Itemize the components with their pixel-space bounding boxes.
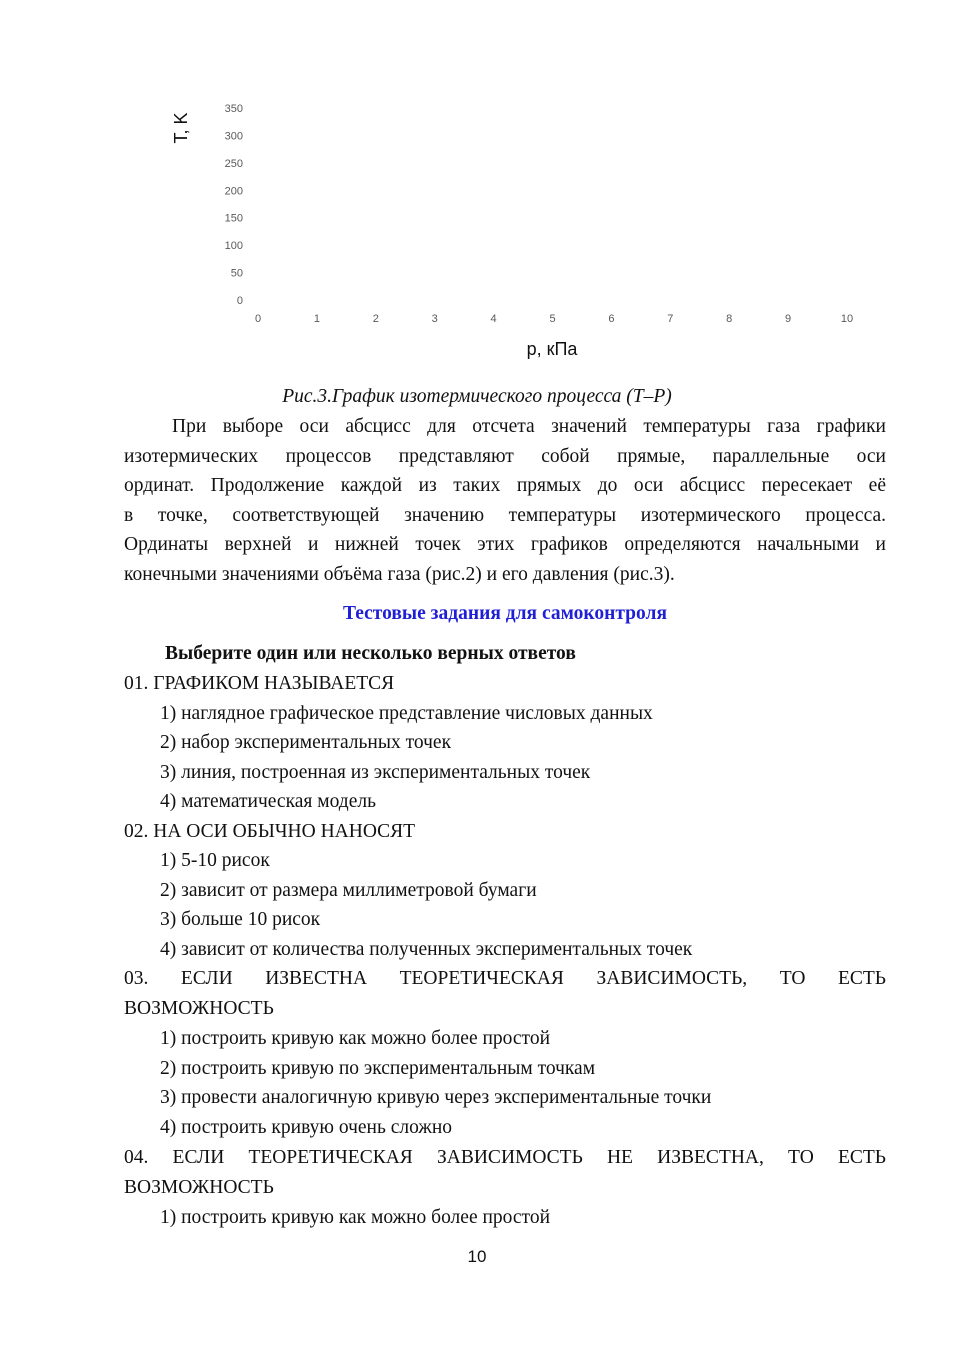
x-axis-ticks <box>255 313 853 325</box>
answer-option: 3) линия, построенная из экспериментальных точек <box>160 762 591 783</box>
paragraph-line: Ординаты верхней и нижней точек этих графиков определяются начальными и <box>124 534 886 555</box>
chart-isothermal-tp <box>0 0 954 372</box>
page-number: 10 <box>467 1247 487 1266</box>
paragraph-line: ординат. Продолжение каждой из таких прямых до оси абсцисс пересекает её <box>124 475 886 496</box>
answer-option: 2) набор экспериментальных точек <box>160 732 452 753</box>
y-axis-label: T, K <box>171 112 191 144</box>
x-tick-label: 3 <box>431 313 438 325</box>
x-axis-label: p, кПа <box>526 339 578 359</box>
question-title-continued: ВОЗМОЖНОСТЬ <box>124 1177 274 1198</box>
paragraph-line: изотермических процессов представляют собой прямые, параллельные оси <box>124 446 886 467</box>
answer-option: 1) наглядное графическое представление числовых данных <box>160 703 653 724</box>
figure-caption: Рис.3.График изотермического процесса (T–P) <box>282 386 672 407</box>
x-tick-label: 1 <box>313 313 320 325</box>
answer-option: 1) построить кривую как можно более простой <box>160 1028 550 1049</box>
question-title: 01. ГРАФИКОМ НАЗЫВАЕТСЯ <box>124 673 395 694</box>
paragraph-line: При выборе оси абсцисс для отсчета значений температуры газа графики <box>172 416 886 437</box>
x-tick-label: 5 <box>549 313 556 325</box>
question-title: 03. ЕСЛИ ИЗВЕСТНА ТЕОРЕТИЧЕСКАЯ ЗАВИСИМОСТЬ, ТО ЕСТЬ <box>124 968 886 989</box>
answer-option: 2) построить кривую по экспериментальным точкам <box>160 1058 596 1079</box>
question-title-continued: ВОЗМОЖНОСТЬ <box>124 998 274 1019</box>
answer-option: 4) зависит от количества полученных экспериментальных точек <box>160 939 693 960</box>
paragraph-line: в точке, соответствующей значению температуры изотермического процесса. <box>124 505 886 526</box>
answer-option: 3) больше 10 рисок <box>160 909 321 930</box>
answer-option: 3) провести аналогичную кривую через экспериментальные точки <box>160 1087 712 1108</box>
answer-option: 2) зависит от размера миллиметровой бумаги <box>160 880 537 901</box>
y-tick-label: 150 <box>224 212 243 225</box>
answer-option: 1) построить кривую как можно более простой <box>160 1207 550 1228</box>
x-tick-label: 9 <box>785 313 792 325</box>
instruction-heading: Выберите один или несколько верных ответов <box>165 643 576 664</box>
x-tick-label: 10 <box>840 313 854 325</box>
y-tick-label: 0 <box>236 295 243 307</box>
y-tick-label: 350 <box>224 103 243 115</box>
question-title: 02. НА ОСИ ОБЫЧНО НАНОСЯТ <box>124 821 416 842</box>
answer-option: 4) математическая модель <box>160 791 376 812</box>
x-tick-label: 4 <box>490 313 497 325</box>
paragraph-line: конечными значениями объёма газа (рис.2) и его давления (рис.3). <box>124 564 675 585</box>
x-tick-label: 0 <box>254 313 262 325</box>
y-axis-ticks <box>225 103 243 307</box>
question-title: 04. ЕСЛИ ТЕОРЕТИЧЕСКАЯ ЗАВИСИМОСТЬ НЕ ИЗВЕСТНА, ТО ЕСТЬ <box>124 1147 886 1168</box>
y-tick-label: 50 <box>230 267 243 280</box>
answer-option: 1) 5-10 рисок <box>160 850 270 871</box>
section-title: Тестовые задания для самоконтроля <box>342 603 668 624</box>
y-tick-label: 300 <box>224 130 243 143</box>
y-tick-label: 250 <box>224 157 243 170</box>
x-tick-label: 7 <box>667 313 674 325</box>
x-tick-label: 2 <box>372 313 379 325</box>
x-tick-label: 6 <box>608 313 615 325</box>
y-tick-label: 100 <box>224 240 243 253</box>
y-tick-label: 200 <box>224 185 243 198</box>
answer-option: 4) построить кривую очень сложно <box>160 1117 453 1138</box>
x-tick-label: 8 <box>726 313 733 325</box>
